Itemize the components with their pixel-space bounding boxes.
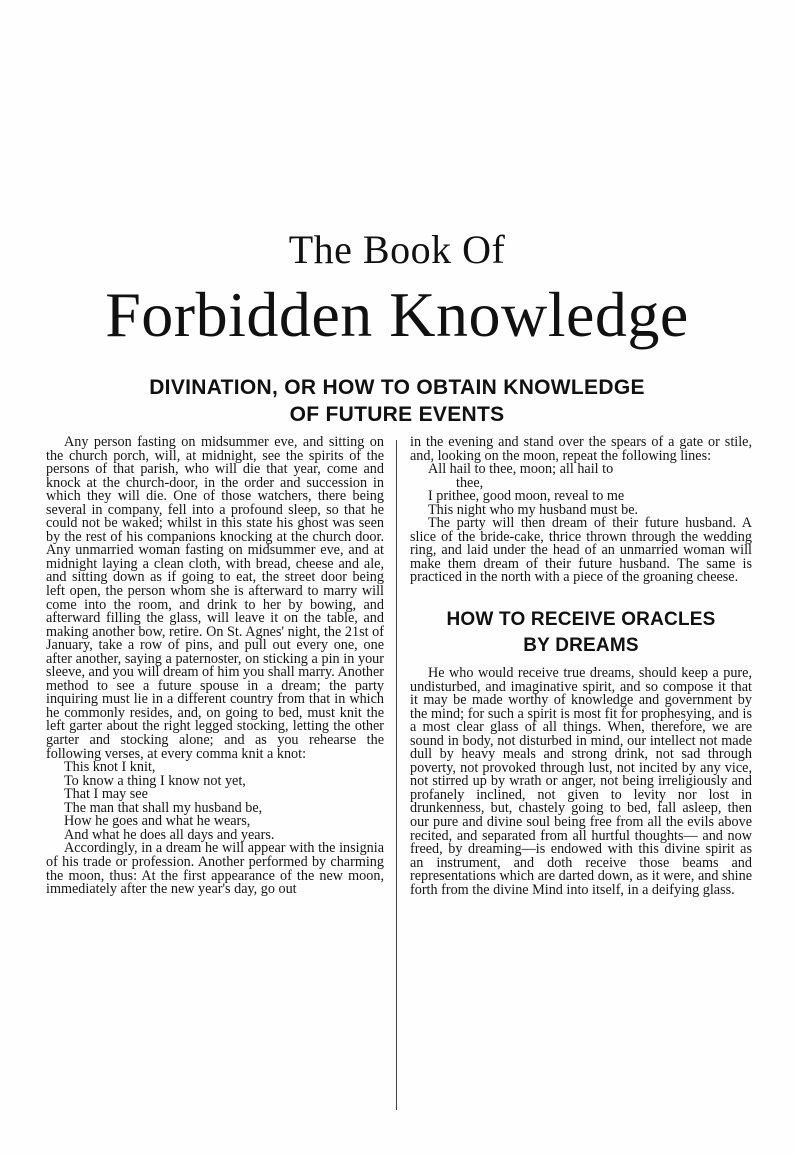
verse-line: And what he does all days and years. <box>64 826 275 843</box>
left-paragraph-2: Accordingly, in a dream he will appear with the insignia of his trade or profession. Another performed by charming the moon, thus: At the first appearance of the new moon, immediately after the new year's day, go out <box>46 840 384 898</box>
book-title-small: The Book Of <box>288 227 506 272</box>
subsection-heading-line1: HOW TO RECEIVE ORACLES <box>446 609 716 631</box>
verse-line: This knot I knit, <box>64 759 156 776</box>
section-heading-line1: DIVINATION, OR HOW TO OBTAIN KNOWLEDGE <box>149 376 645 399</box>
verse-line: To know a thing I know not yet, <box>64 772 246 789</box>
right-column <box>410 436 752 897</box>
verse-line: All hail to thee, moon; all hail to <box>428 461 614 478</box>
right-verse <box>410 463 752 517</box>
verse-line: I prithee, good moon, reveal to me <box>428 488 625 505</box>
verse-line: How he goes and what he wears, <box>64 813 251 830</box>
right-paragraph-1: in the evening and stand over the spears of a gate or stile, and, looking on the moon, repeat the following lines: <box>410 434 752 464</box>
left-column <box>46 436 384 897</box>
right-paragraph-2: The party will then dream of their future husband. A slice of the bride-cake, thrice thrown through the wedding ring, and laid under the head of an unmarried woman will make them dream of their future husband. The same is practiced in the north with a piece of the groaning cheese. <box>410 515 752 586</box>
verse-line: This night who my husband must be. <box>428 501 639 518</box>
subsection-heading-line2: BY DREAMS <box>523 635 639 657</box>
left-paragraph-1: Any person fasting on midsummer eve, and sitting on the church porch, will, at midnight, see the spirits of the persons of that parish, who will die that year, come and knock at the church-door, in the order and succession in which they will die. One of those watchers, there being several in company, fell into a profound sleep, so that he could not be waked; whilst in this state his ghost was seen by the rest of his companions knocking at the church door. Any unmarried woman fasting on midsummer eve, and at midnight laying a clean cloth, with bread, cheese and ale, and sitting down as if going to eat, the street door being left open, the person whom she is afterward to marry will come into the room, and drink to her by bowing, and afterward filling the glass, will leave it on the table, and making another bow, retire. On St. Agnes' night, the 21st of January, take a row of pins, and pull out every one, one after another, saying a paternoster, on sticking a pin in your sleeve, and you will dream of him you shall marry. Another method to see a future spouse in a dream; the party inquiring must lie in a different country from that in which he commonly resides, and, on going to bed, must knit the left garter about the right legged stocking, letting the other garter and stocking alone; and as you rehearse the following verses, at every comma knit a knot: <box>46 434 384 762</box>
verse-line: The man that shall my husband be, <box>64 799 263 816</box>
verse-line: thee, <box>456 474 484 491</box>
right-paragraph-3: He who would receive true dreams, should keep a pure, undisturbed, and imaginative spirit, and so compose it that it may be made worthy of knowledge and government by the mind; for such a spirit is most fit for prophesying, and is a most clear glass of all things. When, therefore, we are sound in body, not disturbed in mind, our intellect not made dull by heavy meals and strong drink, not sad through poverty, not provoked through lust, not incited by any vice, not stirred up by wrath or anger, not being irreligiously and profanely inclined, not given to levity nor lost in drunkenness, but, chastely going to bed, fall asleep, then our pure and divine soul being free from all the evils above recited, and separated from all hurtful thoughts— and now freed, by dreaming—is endowed with this divine spirit as an instrument, and doth receive those beams and representations which are darted down, as it were, and shine forth from the divine Mind into itself, in a deifying glass. <box>410 665 752 898</box>
subsection-heading <box>410 607 752 659</box>
section-heading-line2: OF FUTURE EVENTS <box>289 403 505 426</box>
left-verse <box>46 761 384 842</box>
column-divider <box>396 440 397 1110</box>
book-title-main: Forbidden Knowledge <box>105 279 689 350</box>
section-heading <box>60 374 734 428</box>
verse-line: That I may see <box>64 786 148 803</box>
